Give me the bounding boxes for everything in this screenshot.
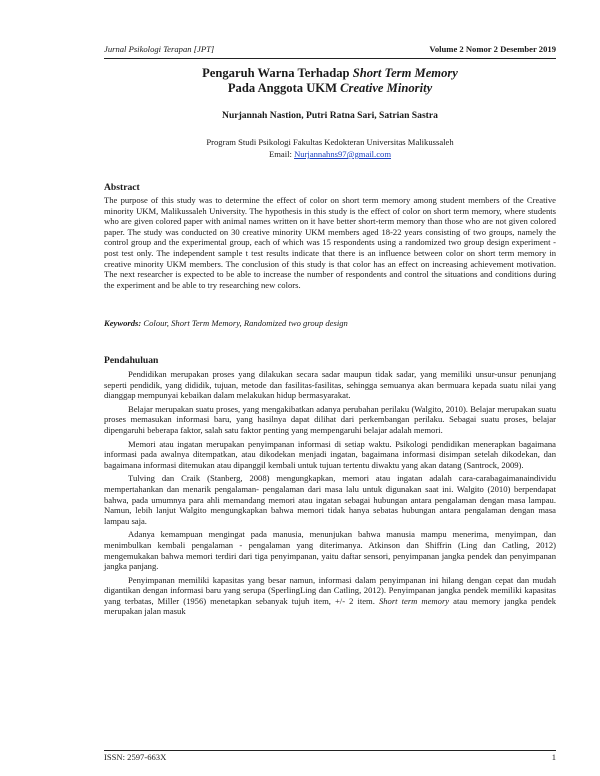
author-list: Nurjannah Nastion, Putri Ratna Sari, Satrian Sastra	[222, 110, 438, 121]
institution: Program Studi Psikologi Fakultas Kedokteran Universitas Malikussaleh	[206, 137, 454, 147]
page-header	[104, 44, 556, 54]
keywords-label: Keywords:	[104, 318, 142, 328]
title-line-1: Pengaruh Warna Terhadap Short Term Memory	[202, 66, 458, 80]
paragraph: Memori atau ingatan merupakan penyimpanan informasi di setiap waktu. Psikologi pendidikan menerapkan bagaimana informasi pada awalnya ditempatkan, atau dikodekan menjadi ingatan, bagaimana informasi disimpan setelah dikodekan, dan bagaimana informasi ditemukan atau dipanggil kembali untuk tujuan tertentu diwaktu yang akan datang (Santrock, 2009).	[104, 438, 556, 470]
volume-info: Volume 2 Nomor 2 Desember 2019	[429, 44, 556, 54]
paragraph: Adanya kemampuan mengingat pada manusia, menunjukan bahwa manusia mampu menerima, menyimpan, dan menimbulkan kembali pengalaman - pengalaman yang diterimanya. Atkinson dan Shiffrin (Ling dan Catling, 2012) mengemukakan bahwa memori terdiri dari tiga penyimpanan, yaitu daftar sensori, penyimpanan jangka pendek dan penyimpanan jangka panjang.	[104, 529, 556, 572]
paper-title	[104, 66, 556, 96]
paragraph: Pendidikan merupakan proses yang dilakukan secara sadar maupun tidak sadar, yang memiliki unsur-unsur penunjang seperti pendidik, yang dididik, tujuan, metode dan fasilitas-fasilitas, sehingga semuanya akan bermuara kepada suatu nilai yang dianggap mempunyai kebaikan dalam melakukan hidup bermasyarakat.	[104, 369, 556, 401]
paragraph: Belajar merupakan suatu proses, yang mengakibatkan adanya perubahan perilaku (Walgito, 2010). Belajar merupakan suatu proses memasukan informasi baru, yang hasilnya dapat dilihat dari perkembangan perilaku. Sebagai suatu proses, belajar dipengaruhi beberapa faktor, salah satu faktor penting yang mempengaruhi belajar adalah memori.	[104, 403, 556, 435]
email-line: Email: Nurjannahns97@gmail.com	[269, 149, 391, 159]
email-link[interactable]: Nurjannahns97@gmail.com	[294, 149, 391, 159]
keywords-text: Colour, Short Term Memory, Randomized two group design	[141, 318, 348, 328]
title-line-2: Pada Anggota UKM Creative Minority	[227, 81, 433, 95]
abstract-heading: Abstract	[104, 182, 140, 193]
paragraph: Tulving dan Craik (Stanberg, 2008) mengungkapkan, memori atau ingatan adalah cara-carabagaimanaindividu mempertahankan dan menarik pengalaman- pengalaman dari masa lalu untuk digunakan saat ini. Walgito (2010) berpendapat bahwa, pada umumnya para ahli memandang memori atau ingatan sebagai hubungan antara pengalaman dengan masa lampau. Namun, lebih lanjut Walgito mengungkapkan bahwa memori tidak hanya sebatas hubungan antara pengalaman dengan masa lampau saja.	[104, 473, 556, 526]
page-footer	[104, 752, 556, 762]
issn: ISSN: 2597-663X	[104, 752, 167, 762]
body-text	[104, 369, 556, 620]
keywords	[104, 318, 556, 328]
page-number: 1	[551, 752, 556, 762]
header-divider	[104, 58, 556, 59]
abstract-text: The purpose of this study was to determine the effect of color on short term memory among student members of the Creative minority UKM, Malikussaleh University. The hypothesis in this study is the effect of color on short term memory, where students who are given colored paper with animal names written on it have better short-term memory than those who are not given colored paper. The study was conducted on 30 creative minority UKM members aged 18-22 years consisting of two groups, namely the control group and the experimental group, each of which was 15 respondents using a randomized two group design experiment - post test only. The independent sample t test results indicate that there is an influence between color on short term memory in creative minority UKM members. The conclusion of this study is that color has an effect on increasing achievement motivation. The next researcher is expected to be able to increase the number of respondents and control the situations and conditions during the experiment and be able to try researching new colors.	[104, 195, 556, 290]
section-heading: Pendahuluan	[104, 355, 159, 366]
footer-divider	[104, 750, 556, 751]
affiliation	[104, 136, 556, 160]
journal-name: Jurnal Psikologi Terapan [JPT]	[104, 44, 215, 54]
paragraph: Penyimpanan memiliki kapasitas yang besar namun, informasi dalam penyimpanan ini hilang dengan cepat dan mudah digantikan dengan informasi baru yang serupa (SperlingLing dan Catling, 2012). Penyimpanan jangka pendek memiliki kapasitas yang terbatas, Miller (1956) menetapkan sebanyak tujuh item, +/- 2 item. Short term memory atau memory jangka pendek merupakan jalan masuk	[104, 574, 556, 617]
